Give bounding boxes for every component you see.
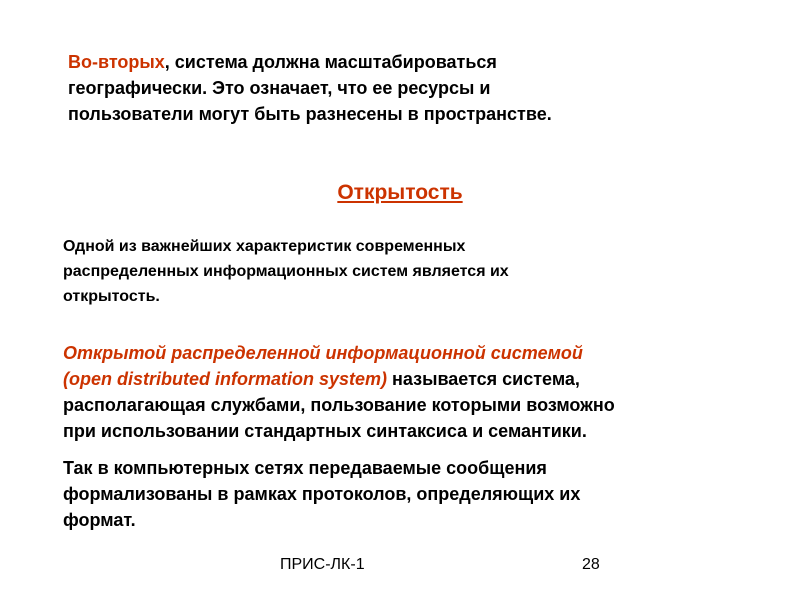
protocols-line-2: формализованы в рамках протоколов, определяющих их [63,484,581,504]
intro-lead-word: Во-вторых [68,52,165,72]
definition-line-2: называется система, [387,369,580,389]
section-heading: Открытость [337,181,463,204]
intro-line-2: географически. Это означает, что ее ресурсы и [68,78,491,98]
protocols-line-1: Так в компьютерных сетях передаваемые сообщения [63,458,547,478]
openness-line-1: Одной из важнейших характеристик современных [63,238,466,255]
footer-course-code: ПРИС-ЛК-1 [280,556,365,573]
openness-line-2: распределенных информационных систем является их [63,263,509,280]
definition-paragraph [63,340,763,444]
intro-paragraph [68,49,768,127]
intro-line-1: , система должна масштабироваться [164,52,497,72]
definition-line-3: располагающая службами, пользование которыми возможно [63,395,615,415]
definition-term-ru: Открытой распределенной информационной системой [63,343,583,363]
openness-paragraph [63,234,623,309]
intro-line-3: пользователи могут быть разнесены в пространстве. [68,104,552,124]
protocols-paragraph [63,455,763,533]
openness-line-3: открытость. [63,288,160,305]
definition-term-en: (open distributed information system) [63,369,388,389]
protocols-line-3: формат. [63,510,136,530]
footer-page-number: 28 [582,556,600,573]
definition-line-4: при использовании стандартных синтаксиса и семантики. [63,421,587,441]
